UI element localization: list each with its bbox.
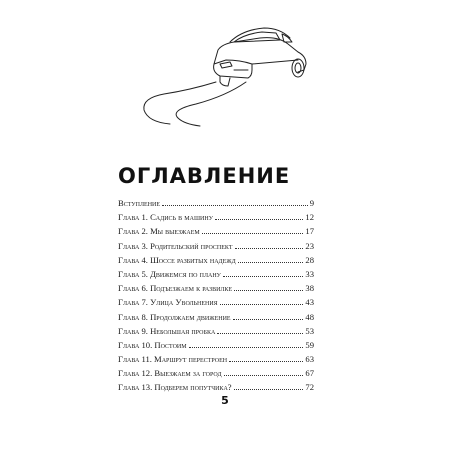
road-left-edge (144, 82, 216, 124)
table-of-contents (118, 196, 314, 395)
toc-leader-dots (229, 352, 303, 362)
toc-item-label: Глава 6. Подъезжаем к развилке (118, 283, 233, 294)
toc-item-label: Глава 9. Небольшая пробка (118, 325, 216, 336)
toc-leader-dots (220, 295, 304, 305)
toc-item-page: 12 (305, 212, 314, 223)
toc-item[interactable] (118, 281, 314, 295)
toc-item-label: Глава 7. Улица Увольнения (118, 297, 218, 308)
toc-leader-dots (233, 310, 304, 320)
toc-item[interactable] (118, 324, 314, 338)
page-number: 5 (221, 394, 229, 407)
car-front-wheel (220, 76, 230, 86)
toc-item-label: Глава 11. Маршрут перестроен (118, 354, 228, 365)
toc-leader-dots (223, 267, 303, 277)
toc-item-label: Глава 13. Подберем попутчика? (118, 382, 232, 393)
toc-item[interactable] (118, 210, 314, 224)
toc-item-page: 38 (305, 283, 314, 294)
toc-item-label: Вступление (118, 198, 161, 208)
toc-item-page: 67 (305, 368, 314, 379)
toc-leader-dots (224, 366, 304, 376)
toc-item[interactable] (118, 196, 314, 210)
toc-item-page: 48 (305, 311, 314, 322)
toc-item-page: 28 (305, 254, 314, 265)
toc-item-page: 9 (309, 198, 314, 208)
car-rear-wheel (292, 59, 304, 77)
toc-item-page: 53 (305, 325, 314, 336)
toc-item[interactable] (118, 352, 314, 366)
toc-item[interactable] (118, 338, 314, 352)
toc-item-label: Глава 4. Шоссе разбитых надежд (118, 254, 236, 265)
toc-item-page: 23 (305, 240, 314, 251)
toc-item-page: 72 (305, 382, 314, 393)
car-headlight (220, 62, 232, 68)
toc-item[interactable] (118, 310, 314, 324)
toc-item-label: Глава 12. Выезжаем за город (118, 368, 222, 379)
toc-item-page: 43 (305, 297, 314, 308)
toc-leader-dots (215, 210, 303, 220)
toc-item[interactable] (118, 224, 314, 238)
toc-item-page: 33 (305, 268, 314, 279)
toc-leader-dots (217, 324, 303, 334)
toc-item[interactable] (118, 239, 314, 253)
toc-item[interactable] (118, 366, 314, 380)
toc-item-label: Глава 3. Родительский проспект (118, 240, 233, 251)
toc-item-page: 59 (305, 339, 314, 350)
toc-item-label: Глава 8. Продолжаем движение (118, 311, 231, 322)
toc-item-label: Глава 1. Садись в машину (118, 212, 213, 223)
toc-item-label: Глава 2. Мы выезжаем (118, 226, 200, 237)
car-side-line (252, 60, 298, 64)
car-on-winding-road-icon (130, 20, 330, 130)
toc-leader-dots (234, 380, 304, 390)
toc-item[interactable] (118, 295, 314, 309)
toc-item-page: 63 (305, 354, 314, 365)
toc-item-label: Глава 5. Движемся по плану (118, 268, 221, 279)
toc-leader-dots (234, 281, 303, 291)
toc-item-label: Глава 10. Постоим (118, 339, 187, 350)
toc-leader-dots (189, 338, 304, 348)
toc-item[interactable] (118, 253, 314, 267)
toc-leader-dots (238, 253, 304, 263)
toc-item-page: 17 (305, 226, 314, 237)
road-right-edge (176, 82, 246, 126)
toc-item[interactable] (118, 267, 314, 281)
toc-leader-dots (202, 224, 304, 234)
car-front (214, 60, 252, 78)
toc-leader-dots (162, 196, 308, 206)
toc-item[interactable] (118, 380, 314, 394)
page-title: ОГЛАВЛЕНИЕ (118, 164, 291, 188)
toc-leader-dots (235, 239, 304, 249)
